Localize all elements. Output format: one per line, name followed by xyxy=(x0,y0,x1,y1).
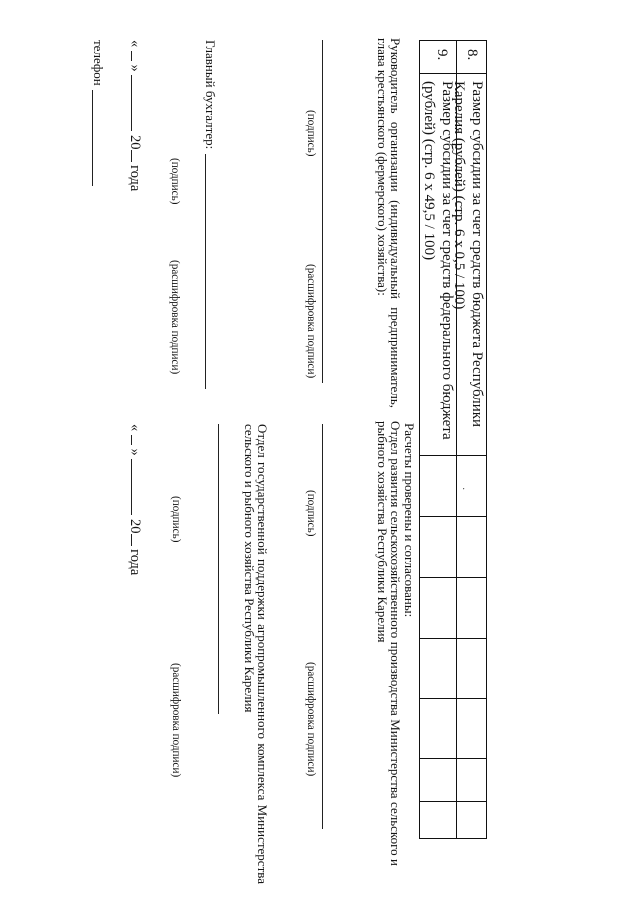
dept-support-decode-label: (расшифровка подписи) xyxy=(170,663,182,778)
right-date-year-suffix: года xyxy=(127,549,143,576)
org-head-decode-label: (расшифровка подписи) xyxy=(305,264,317,379)
dept-state-support-text: Отдел государственной поддержки агропромышленного комплекса Министерства сельского и рыбного хозяйства Республики Карелия xyxy=(242,424,270,884)
left-date-day-blank xyxy=(131,51,132,61)
dept-agri-decode-label: (расшифровка подписи) xyxy=(305,662,317,777)
dept-support-signature-line xyxy=(218,424,219,714)
right-date-open-quote: « xyxy=(127,424,143,432)
chief-accountant-label: Главный бухгалтер: xyxy=(203,40,218,150)
chief-accountant-decode-label: (расшифровка подписи) xyxy=(169,260,181,375)
left-date-close-quote: » xyxy=(127,64,143,72)
right-date-close-quote: » xyxy=(127,448,143,456)
table-column-divider xyxy=(420,455,486,456)
org-head-signature-line xyxy=(322,40,323,383)
table-column-divider xyxy=(420,638,486,639)
row-8-text: Размер субсидии за счет средств бюджета Республики Карелия (рублей) (стр. 6 х 0,5 / 100) xyxy=(451,81,485,428)
table-column-divider xyxy=(420,516,486,517)
left-date xyxy=(126,40,143,191)
chief-accountant-signature-line xyxy=(205,154,206,389)
left-date-year-prefix: 20 xyxy=(127,135,143,150)
chief-accountant-signature-label: (подпись) xyxy=(169,158,181,205)
org-head-signature-label: (подпись) xyxy=(305,110,317,157)
row-9-number: 9. xyxy=(434,49,450,61)
right-date-year-prefix: 20 xyxy=(127,519,143,534)
table-column-divider xyxy=(420,801,486,802)
left-date-open-quote: « xyxy=(127,40,143,48)
table-column-divider xyxy=(420,577,486,578)
dept-agri-signature-line xyxy=(322,424,323,829)
org-head-text: Руководитель организации (индивидуальный предприниматель, глава крестьянского (фермерского) хозяйства): xyxy=(375,38,403,408)
left-date-year-suffix: года xyxy=(127,165,143,192)
left-date-year-blank xyxy=(131,150,132,162)
phone-label: телефон xyxy=(91,40,106,86)
verified-title: Расчеты проверены и согласованы: xyxy=(402,423,417,618)
right-date-year-blank xyxy=(131,534,132,546)
right-date xyxy=(126,424,143,575)
subsidy-table xyxy=(419,40,487,839)
dept-agri-production-text: Отдел развития сельскохозяйственного производства Министерства сельского и рыбного хозяйства Республики Карелия xyxy=(375,421,403,866)
right-date-day-blank xyxy=(131,435,132,445)
dept-support-signature-label: (подпись) xyxy=(170,496,182,543)
phone-line xyxy=(92,90,93,186)
table-column-divider xyxy=(420,73,486,74)
right-date-month-blank xyxy=(131,459,132,515)
table-mark: · xyxy=(457,487,468,491)
dept-agri-signature-label: (подпись) xyxy=(305,490,317,537)
table-column-divider xyxy=(420,758,486,759)
table-column-divider xyxy=(420,698,486,699)
left-date-month-blank xyxy=(131,75,132,131)
row-8-number: 8. xyxy=(464,49,480,61)
row-9-text: Размер субсидии за счет средств федерального бюджета (рублей) (стр. 6 х 49,5 / 100) xyxy=(421,81,455,440)
